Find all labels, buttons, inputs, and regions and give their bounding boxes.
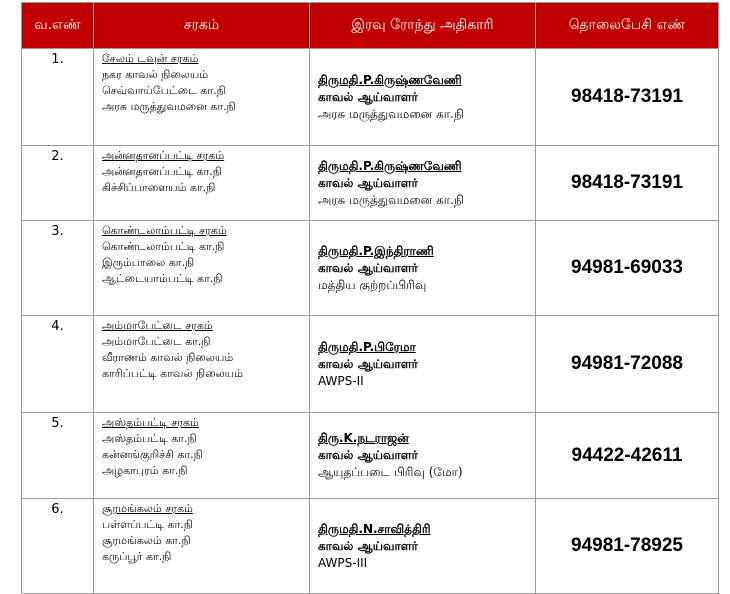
serial-cell: 5. bbox=[22, 413, 94, 499]
officer-rank: காவல் ஆய்வாளர் bbox=[318, 448, 418, 462]
phone-number: 94981-72088 bbox=[536, 316, 719, 413]
officer-cell bbox=[310, 49, 536, 146]
officer-unit: ஆயுதப்படை பிரிவு (மோ) bbox=[318, 465, 463, 479]
zone-title: அம்மாபேட்டை சரகம் bbox=[102, 319, 213, 332]
zone-station: அஸ்தம்பட்டி கா.நி bbox=[102, 432, 197, 445]
zone-station: செவ்வாய்பேட்டை கா.நி bbox=[102, 84, 226, 97]
zone-title: சேலம் டவுன் சரகம் bbox=[102, 52, 199, 65]
night-patrol-table bbox=[21, 2, 719, 594]
zone-station: அரசு மருத்துவமனை கா.நி bbox=[102, 100, 236, 113]
serial-cell: 4. bbox=[22, 316, 94, 413]
zone-title: அன்னதானப்பட்டி சரகம் bbox=[102, 149, 225, 162]
officer-name: திரு.K.நடராஜன் bbox=[318, 431, 409, 445]
officer-cell bbox=[310, 316, 536, 413]
officer-unit: அரசு மருத்துவமனை கா.நி bbox=[318, 192, 464, 207]
serial-cell: 6. bbox=[22, 499, 94, 594]
header-zone: சரகம் bbox=[94, 3, 310, 49]
officer-unit: அரசு மருத்துவமனை கா.நி bbox=[318, 106, 464, 121]
header-serial: வ.எண் bbox=[22, 3, 94, 49]
zone-station: கன்னங்குறிச்சி கா.நி bbox=[102, 448, 203, 461]
officer-name: திருமதி.P.கிருஷ்ணவேணி bbox=[318, 72, 462, 87]
officer-unit: AWPS-II bbox=[318, 373, 364, 388]
zone-station: வீராணம் காவல் நிலையம் bbox=[102, 351, 234, 364]
zone-station: அம்மாபேட்டை கா.நி bbox=[102, 335, 211, 348]
zone-station: கிச்சிப்பாளையம் கா.நி bbox=[102, 181, 216, 194]
table-row bbox=[22, 221, 719, 316]
zone-station: ஆட்டையாம்பட்டி கா.நி bbox=[102, 272, 223, 285]
zone-station: நகர காவல் நிலையம் bbox=[102, 68, 209, 81]
zone-station: அழகாபுரம் கா.நி bbox=[102, 464, 188, 477]
table-row bbox=[22, 499, 719, 594]
header-row bbox=[22, 3, 719, 49]
serial-cell: 3. bbox=[22, 221, 94, 316]
table-row bbox=[22, 413, 719, 499]
serial-cell: 2. bbox=[22, 146, 94, 221]
officer-unit: மத்திய குற்றப்பிரிவு bbox=[318, 277, 427, 292]
officer-cell bbox=[310, 146, 536, 221]
zone-cell bbox=[94, 221, 310, 316]
zone-cell bbox=[94, 499, 310, 594]
serial-cell: 1. bbox=[22, 49, 94, 146]
phone-number: 98418-73191 bbox=[536, 49, 719, 146]
officer-unit: AWPS-III bbox=[318, 555, 368, 570]
officer-rank: காவல் ஆய்வாளர் bbox=[318, 89, 418, 104]
phone-number: 98418-73191 bbox=[536, 146, 719, 221]
zone-cell bbox=[94, 146, 310, 221]
zone-station: பள்ளப்பட்டி கா.நி bbox=[102, 518, 193, 531]
phone-number: 94981-78925 bbox=[536, 499, 719, 594]
phone-number: 94422-42611 bbox=[536, 413, 719, 499]
officer-rank: காவல் ஆய்வாளர் bbox=[318, 538, 418, 553]
zone-station: இரும்பாலை கா.நி bbox=[102, 256, 195, 269]
zone-cell bbox=[94, 413, 310, 499]
zone-station: கருப்பூர் கா.நி bbox=[102, 550, 172, 563]
table-body bbox=[22, 49, 719, 594]
officer-rank: காவல் ஆய்வாளர் bbox=[318, 356, 418, 371]
officer-name: திருமதி.P.இந்திராணி bbox=[318, 243, 434, 258]
zone-title: சூரமங்கலம் சரகம் bbox=[102, 502, 193, 515]
zone-station: சூரமங்கலம் கா.நி bbox=[102, 534, 191, 547]
header-phone: தொலைபேசி எண் bbox=[536, 3, 719, 49]
zone-cell bbox=[94, 316, 310, 413]
table-row bbox=[22, 316, 719, 413]
officer-name: திருமதி.P.பிரேமா bbox=[318, 339, 416, 354]
table-row bbox=[22, 49, 719, 146]
zone-cell bbox=[94, 49, 310, 146]
zone-title: கொண்டலாம்பட்டி சரகம் bbox=[102, 224, 227, 237]
phone-number: 94981-69033 bbox=[536, 221, 719, 316]
officer-cell bbox=[310, 221, 536, 316]
officer-rank: காவல் ஆய்வாளர் bbox=[318, 260, 418, 275]
zone-station: கொண்டலாம்பட்டி கா.நி bbox=[102, 240, 225, 253]
officer-rank: காவல் ஆய்வாளர் bbox=[318, 175, 418, 190]
officer-name: திருமதி.P.கிருஷ்ணவேணி bbox=[318, 158, 462, 173]
zone-title: அஸ்தம்பட்டி சரகம் bbox=[102, 416, 199, 429]
zone-station: காரிப்பட்டி காவல் நிலையம் bbox=[102, 367, 243, 380]
zone-station: அன்னதானப்பட்டி கா.நி bbox=[102, 165, 222, 178]
officer-cell bbox=[310, 499, 536, 594]
table-header bbox=[22, 3, 719, 49]
header-officer: இரவு ரோந்து அதிகாரி bbox=[310, 3, 536, 49]
officer-cell bbox=[310, 413, 536, 499]
officer-name: திருமதி.N.சாவித்திரி bbox=[318, 521, 431, 536]
table-row bbox=[22, 146, 719, 221]
